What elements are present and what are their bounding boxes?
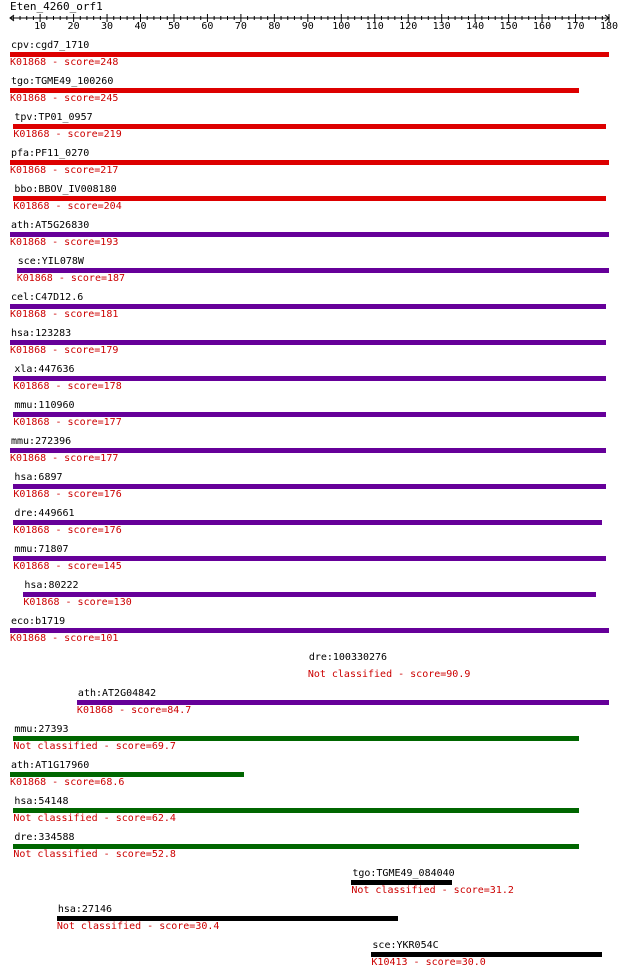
hit-row[interactable] bbox=[0, 400, 620, 434]
hit-row[interactable] bbox=[0, 292, 620, 326]
hit-gene-link[interactable]: sce:YIL078W bbox=[17, 256, 84, 267]
ruler-tick-label: 50 bbox=[167, 21, 180, 32]
hit-gene-link[interactable]: sce:YKR054C bbox=[372, 940, 439, 951]
ruler-tick-label: 120 bbox=[399, 21, 418, 32]
ruler-tick-label: 180 bbox=[599, 21, 619, 32]
hit-gene-link[interactable]: pfa:PF11_0270 bbox=[11, 148, 90, 159]
hit-score-link[interactable]: K01868 - score=145 bbox=[13, 561, 122, 572]
hit-row[interactable] bbox=[0, 436, 620, 470]
hit-gene-link[interactable]: cel:C47D12.6 bbox=[11, 292, 84, 303]
hit-gene-link[interactable]: eco:b1719 bbox=[11, 616, 66, 627]
hit-row[interactable] bbox=[0, 616, 620, 650]
ruler-tick-label: 130 bbox=[432, 21, 451, 32]
hit-score-link[interactable]: Not classified - score=90.9 bbox=[307, 669, 471, 680]
hit-score-link[interactable]: K01868 - score=68.6 bbox=[10, 777, 125, 788]
hit-row[interactable] bbox=[0, 184, 620, 218]
ruler-tick-label: 60 bbox=[201, 21, 214, 32]
hit-score-link[interactable]: Not classified - score=52.8 bbox=[13, 849, 176, 860]
hit-gene-link[interactable]: mmu:27393 bbox=[14, 724, 69, 735]
hit-gene-link[interactable]: dre:449661 bbox=[14, 508, 75, 519]
ruler-tick-label: 80 bbox=[268, 21, 281, 32]
hit-row[interactable] bbox=[0, 112, 620, 146]
ruler-tick-label: 100 bbox=[332, 21, 351, 32]
hit-score-link[interactable]: Not classified - score=31.2 bbox=[351, 885, 514, 896]
hit-row[interactable] bbox=[0, 904, 620, 938]
hit-gene-link[interactable]: ath:AT1G17960 bbox=[11, 760, 90, 771]
hit-row[interactable] bbox=[0, 40, 620, 74]
hit-gene-link[interactable]: ath:AT2G04842 bbox=[77, 688, 157, 699]
hit-score-link[interactable]: K01868 - score=130 bbox=[23, 597, 132, 608]
hit-row[interactable] bbox=[0, 760, 620, 794]
ruler-tick-label: 160 bbox=[533, 21, 552, 32]
hit-row[interactable] bbox=[0, 688, 620, 722]
ruler-tick-label: 20 bbox=[67, 21, 80, 32]
hit-row[interactable] bbox=[0, 796, 620, 830]
ruler-tick-label: 30 bbox=[101, 21, 114, 32]
hit-score-link[interactable]: K01868 - score=177 bbox=[13, 417, 122, 428]
hit-gene-link[interactable]: tgo:TGME49_084040 bbox=[352, 868, 455, 879]
hit-row[interactable] bbox=[0, 220, 620, 254]
hit-row[interactable] bbox=[0, 148, 620, 182]
hit-score-link[interactable]: K01868 - score=204 bbox=[13, 201, 122, 212]
hit-gene-link[interactable]: dre:100330276 bbox=[308, 652, 388, 663]
hit-gene-link[interactable]: hsa:27146 bbox=[57, 904, 113, 915]
hit-score-link[interactable]: K01868 - score=101 bbox=[10, 633, 119, 644]
hit-score-link[interactable]: K01868 - score=179 bbox=[10, 345, 119, 356]
hit-gene-link[interactable]: ath:AT5G26830 bbox=[11, 220, 90, 231]
hit-gene-link[interactable]: hsa:123283 bbox=[11, 328, 72, 339]
hit-score-link[interactable]: K01868 - score=193 bbox=[10, 237, 119, 248]
hit-score-link[interactable]: K01868 - score=177 bbox=[10, 453, 119, 464]
hit-gene-link[interactable]: hsa:80222 bbox=[24, 580, 79, 591]
ruler-tick-label: 10 bbox=[34, 21, 47, 32]
hit-row[interactable] bbox=[0, 544, 620, 578]
hit-score-link[interactable]: K01868 - score=187 bbox=[16, 273, 126, 284]
hit-score-link[interactable]: Not classified - score=62.4 bbox=[13, 813, 176, 824]
hit-row[interactable] bbox=[0, 364, 620, 398]
hit-gene-link[interactable]: tgo:TGME49_100260 bbox=[11, 76, 114, 87]
ruler-tick-label: 150 bbox=[499, 21, 518, 32]
hit-score-link[interactable]: K01868 - score=181 bbox=[10, 309, 119, 320]
hit-score-link[interactable]: Not classified - score=69.7 bbox=[13, 741, 176, 752]
hit-row[interactable] bbox=[0, 328, 620, 362]
hit-row[interactable] bbox=[0, 472, 620, 506]
hit-row[interactable] bbox=[0, 76, 620, 110]
hit-score-link[interactable]: Not classified - score=30.4 bbox=[56, 921, 220, 932]
hit-gene-link[interactable]: tpv:TP01_0957 bbox=[14, 112, 93, 123]
hit-score-link[interactable]: K01868 - score=178 bbox=[13, 381, 122, 392]
ruler-tick-label: 70 bbox=[234, 21, 247, 32]
hit-row[interactable] bbox=[0, 724, 620, 758]
hit-score-link[interactable]: K01868 - score=219 bbox=[13, 129, 122, 140]
hit-gene-link[interactable]: mmu:110960 bbox=[14, 400, 75, 411]
hit-gene-link[interactable]: mmu:272396 bbox=[11, 436, 72, 447]
hit-gene-link[interactable]: xla:447636 bbox=[14, 364, 75, 375]
hit-gene-link[interactable]: dre:334588 bbox=[14, 832, 75, 843]
hit-score-link[interactable]: K01868 - score=84.7 bbox=[76, 705, 192, 716]
hit-row[interactable] bbox=[0, 652, 620, 686]
ruler-tick-label: 110 bbox=[365, 21, 384, 32]
hit-score-link[interactable]: K01868 - score=245 bbox=[10, 93, 119, 104]
hit-gene-link[interactable]: bbo:BBOV_IV008180 bbox=[14, 184, 117, 195]
hit-score-link[interactable]: K10413 - score=30.0 bbox=[371, 957, 486, 968]
ruler-tick-label: 90 bbox=[301, 21, 314, 32]
hit-row[interactable] bbox=[0, 508, 620, 542]
hit-row[interactable] bbox=[0, 256, 620, 290]
query-title: Eten_4260_orf1 bbox=[10, 0, 103, 13]
hit-gene-link[interactable]: hsa:6897 bbox=[14, 472, 63, 483]
hit-score-link[interactable]: K01868 - score=176 bbox=[13, 489, 122, 500]
ruler-tick-label: 40 bbox=[134, 21, 147, 32]
hit-score-link[interactable]: K01868 - score=248 bbox=[10, 57, 119, 68]
hit-row[interactable] bbox=[0, 868, 620, 902]
hit-gene-link[interactable]: hsa:54148 bbox=[14, 796, 69, 807]
hit-row[interactable] bbox=[0, 832, 620, 866]
hit-gene-link[interactable]: cpv:cgd7_1710 bbox=[11, 40, 90, 51]
hit-score-link[interactable]: K01868 - score=217 bbox=[10, 165, 119, 176]
hit-row[interactable] bbox=[0, 940, 620, 974]
hit-row[interactable] bbox=[0, 580, 620, 614]
hit-gene-link[interactable]: mmu:71807 bbox=[14, 544, 69, 555]
ruler-tick-label: 140 bbox=[466, 21, 485, 32]
hit-score-link[interactable]: K01868 - score=176 bbox=[13, 525, 122, 536]
ruler-tick-label: 170 bbox=[566, 21, 585, 32]
